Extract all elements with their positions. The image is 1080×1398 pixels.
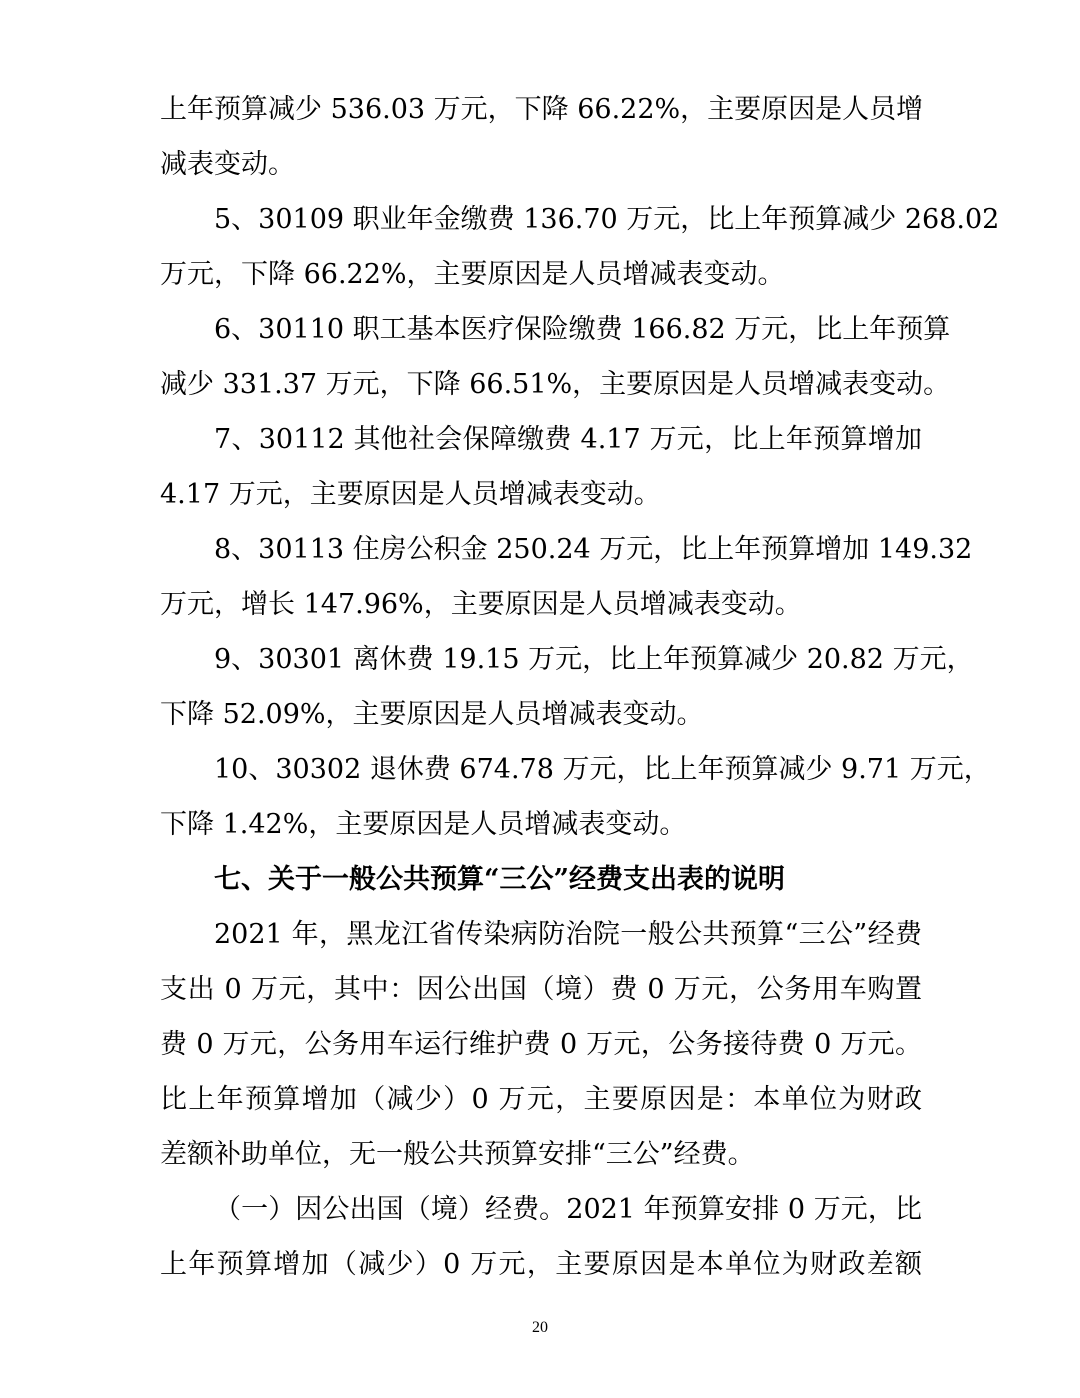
paragraph-line-6: 减少 331.37 万元，下降 66.51%，主要原因是人员增减表变动。 [160, 369, 951, 400]
paragraph-line-5: 6、30110 职工基本医疗保险缴费 166.82 万元，比上年预算 [214, 314, 951, 345]
paragraph-line-9: 8、30113 住房公积金 250.24 万元，比上年预算增加 149.32 [214, 534, 973, 565]
section-heading: 七、关于一般公共预算“三公”经费支出表的说明 [214, 864, 786, 895]
paragraph-line-12: 下降 52.09%，主要原因是人员增减表变动。 [160, 699, 704, 730]
paragraph-line-13: 10、30302 退休费 674.78 万元，比上年预算减少 9.71 万元， [214, 754, 991, 785]
paragraph-line-22: 上年预算增加（减少）0 万元，主要原因是本单位为财政差额 [160, 1249, 922, 1280]
paragraph-line-10: 万元，增长 147.96%，主要原因是人员增减表变动。 [160, 589, 802, 620]
paragraph-line-17: 支出 0 万元，其中：因公出国（境）费 0 万元，公务用车购置 [160, 974, 922, 1005]
paragraph-line-21: （一）因公出国（境）经费。2021 年预算安排 0 万元，比 [214, 1194, 922, 1225]
paragraph-line-3: 5、30109 职业年金缴费 136.70 万元，比上年预算减少 268.02 [214, 204, 1000, 235]
paragraph-line-2: 减表变动。 [160, 149, 295, 180]
paragraph-line-16: 2021 年，黑龙江省传染病防治院一般公共预算“三公”经费 [214, 919, 922, 950]
paragraph-line-4: 万元，下降 66.22%，主要原因是人员增减表变动。 [160, 259, 785, 290]
page-number: 20 [532, 1319, 548, 1336]
paragraph-line-1: 上年预算减少 536.03 万元，下降 66.22%，主要原因是人员增 [160, 94, 924, 125]
paragraph-line-14: 下降 1.42%，主要原因是人员增减表变动。 [160, 809, 687, 840]
paragraph-line-18: 费 0 万元，公务用车运行维护费 0 万元，公务接待费 0 万元。 [160, 1029, 922, 1060]
paragraph-line-20: 差额补助单位，无一般公共预算安排“三公”经费。 [160, 1139, 755, 1170]
paragraph-line-8: 4.17 万元，主要原因是人员增减表变动。 [160, 479, 661, 510]
paragraph-line-7: 7、30112 其他社会保障缴费 4.17 万元，比上年预算增加 [214, 424, 922, 455]
paragraph-line-19: 比上年预算增加（减少）0 万元，主要原因是：本单位为财政 [160, 1084, 922, 1115]
paragraph-line-11: 9、30301 离休费 19.15 万元，比上年预算减少 20.82 万元， [214, 644, 974, 675]
